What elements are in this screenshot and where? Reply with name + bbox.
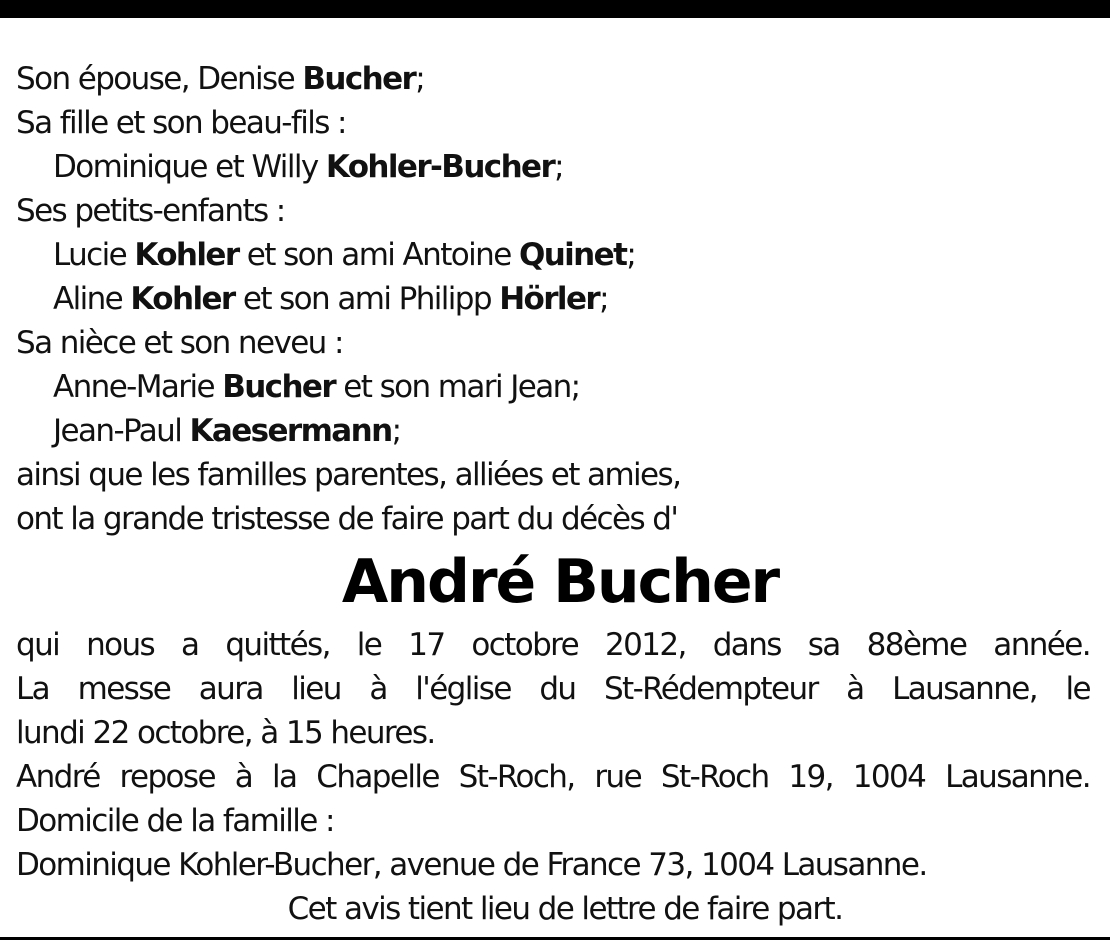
- grandchild2-prefix: Aline: [53, 281, 131, 317]
- grandchild1-suffix: ;: [626, 237, 636, 273]
- grandchild2-suffix: ;: [599, 281, 608, 317]
- niece-prefix: Anne-Marie: [53, 369, 223, 405]
- nephew-surname: Kaesermann: [189, 413, 392, 449]
- niece-nephew-heading: Sa nièce et son neveu :: [16, 325, 343, 361]
- wife-prefix: Son épouse, Denise: [16, 61, 303, 97]
- daughter-suffix: ;: [554, 149, 564, 185]
- grandchild2-middle: et son ami Philipp: [234, 281, 500, 317]
- daughter-line: [16, 145, 1090, 189]
- wife-surname: Bucher: [302, 61, 416, 97]
- bottom-border-rule: [0, 937, 1110, 940]
- wife-suffix: ;: [415, 61, 425, 97]
- grandchild1-partner-surname: Quinet: [518, 237, 627, 273]
- nephew-prefix: Jean-Paul: [53, 413, 190, 449]
- nephew-line: [16, 409, 1090, 453]
- daughter-surname: Kohler-Bucher: [325, 149, 555, 185]
- niece-surname: Bucher: [222, 369, 336, 405]
- grandchild-line-2: [16, 277, 1090, 321]
- family-home-address: Dominique Kohler-Bucher, avenue de France 73, 1004 Lausanne.: [16, 847, 927, 883]
- daughter-heading: Sa fille et son beau-fils :: [16, 105, 346, 141]
- grandchild1-middle: et son ami Antoine: [238, 237, 519, 273]
- grandchild2-surname: Kohler: [130, 281, 235, 317]
- mass-date-line: lundi 22 octobre, à 15 heures.: [16, 715, 435, 751]
- death-notice: [16, 57, 1090, 931]
- extended-family-line: ainsi que les familles parentes, alliées et amies,: [16, 457, 681, 493]
- family-home-heading: Domicile de la famille :: [16, 803, 334, 839]
- closing-statement: Cet avis tient lieu de lettre de faire part.: [287, 891, 843, 927]
- grandchild1-surname: Kohler: [134, 237, 239, 273]
- mass-details-line: La messe aura lieu à l'église du St-Rédempteur à Lausanne, le: [16, 671, 1090, 707]
- grandchild-line-1: [16, 233, 1090, 277]
- daughter-prefix: Dominique et Willy: [53, 149, 326, 185]
- grandchild2-partner-surname: Hörler: [499, 281, 600, 317]
- nephew-suffix: ;: [391, 413, 401, 449]
- niece-line: [16, 365, 1090, 409]
- grandchild1-prefix: Lucie: [53, 237, 135, 273]
- announcement-line: ont la grande tristesse de faire part du décès d': [16, 501, 678, 537]
- passing-details-line: qui nous a quittés, le 17 octobre 2012, dans sa 88ème année.: [16, 627, 1090, 663]
- resting-place-line: André repose à la Chapelle St-Roch, rue St-Roch 19, 1004 Lausanne.: [16, 759, 1090, 795]
- top-border-rule: [0, 0, 1110, 18]
- niece-suffix: et son mari Jean;: [335, 369, 580, 405]
- deceased-name: André Bucher: [341, 547, 779, 617]
- wife-line: [16, 57, 1090, 101]
- grandchildren-heading: Ses petits-enfants :: [16, 193, 285, 229]
